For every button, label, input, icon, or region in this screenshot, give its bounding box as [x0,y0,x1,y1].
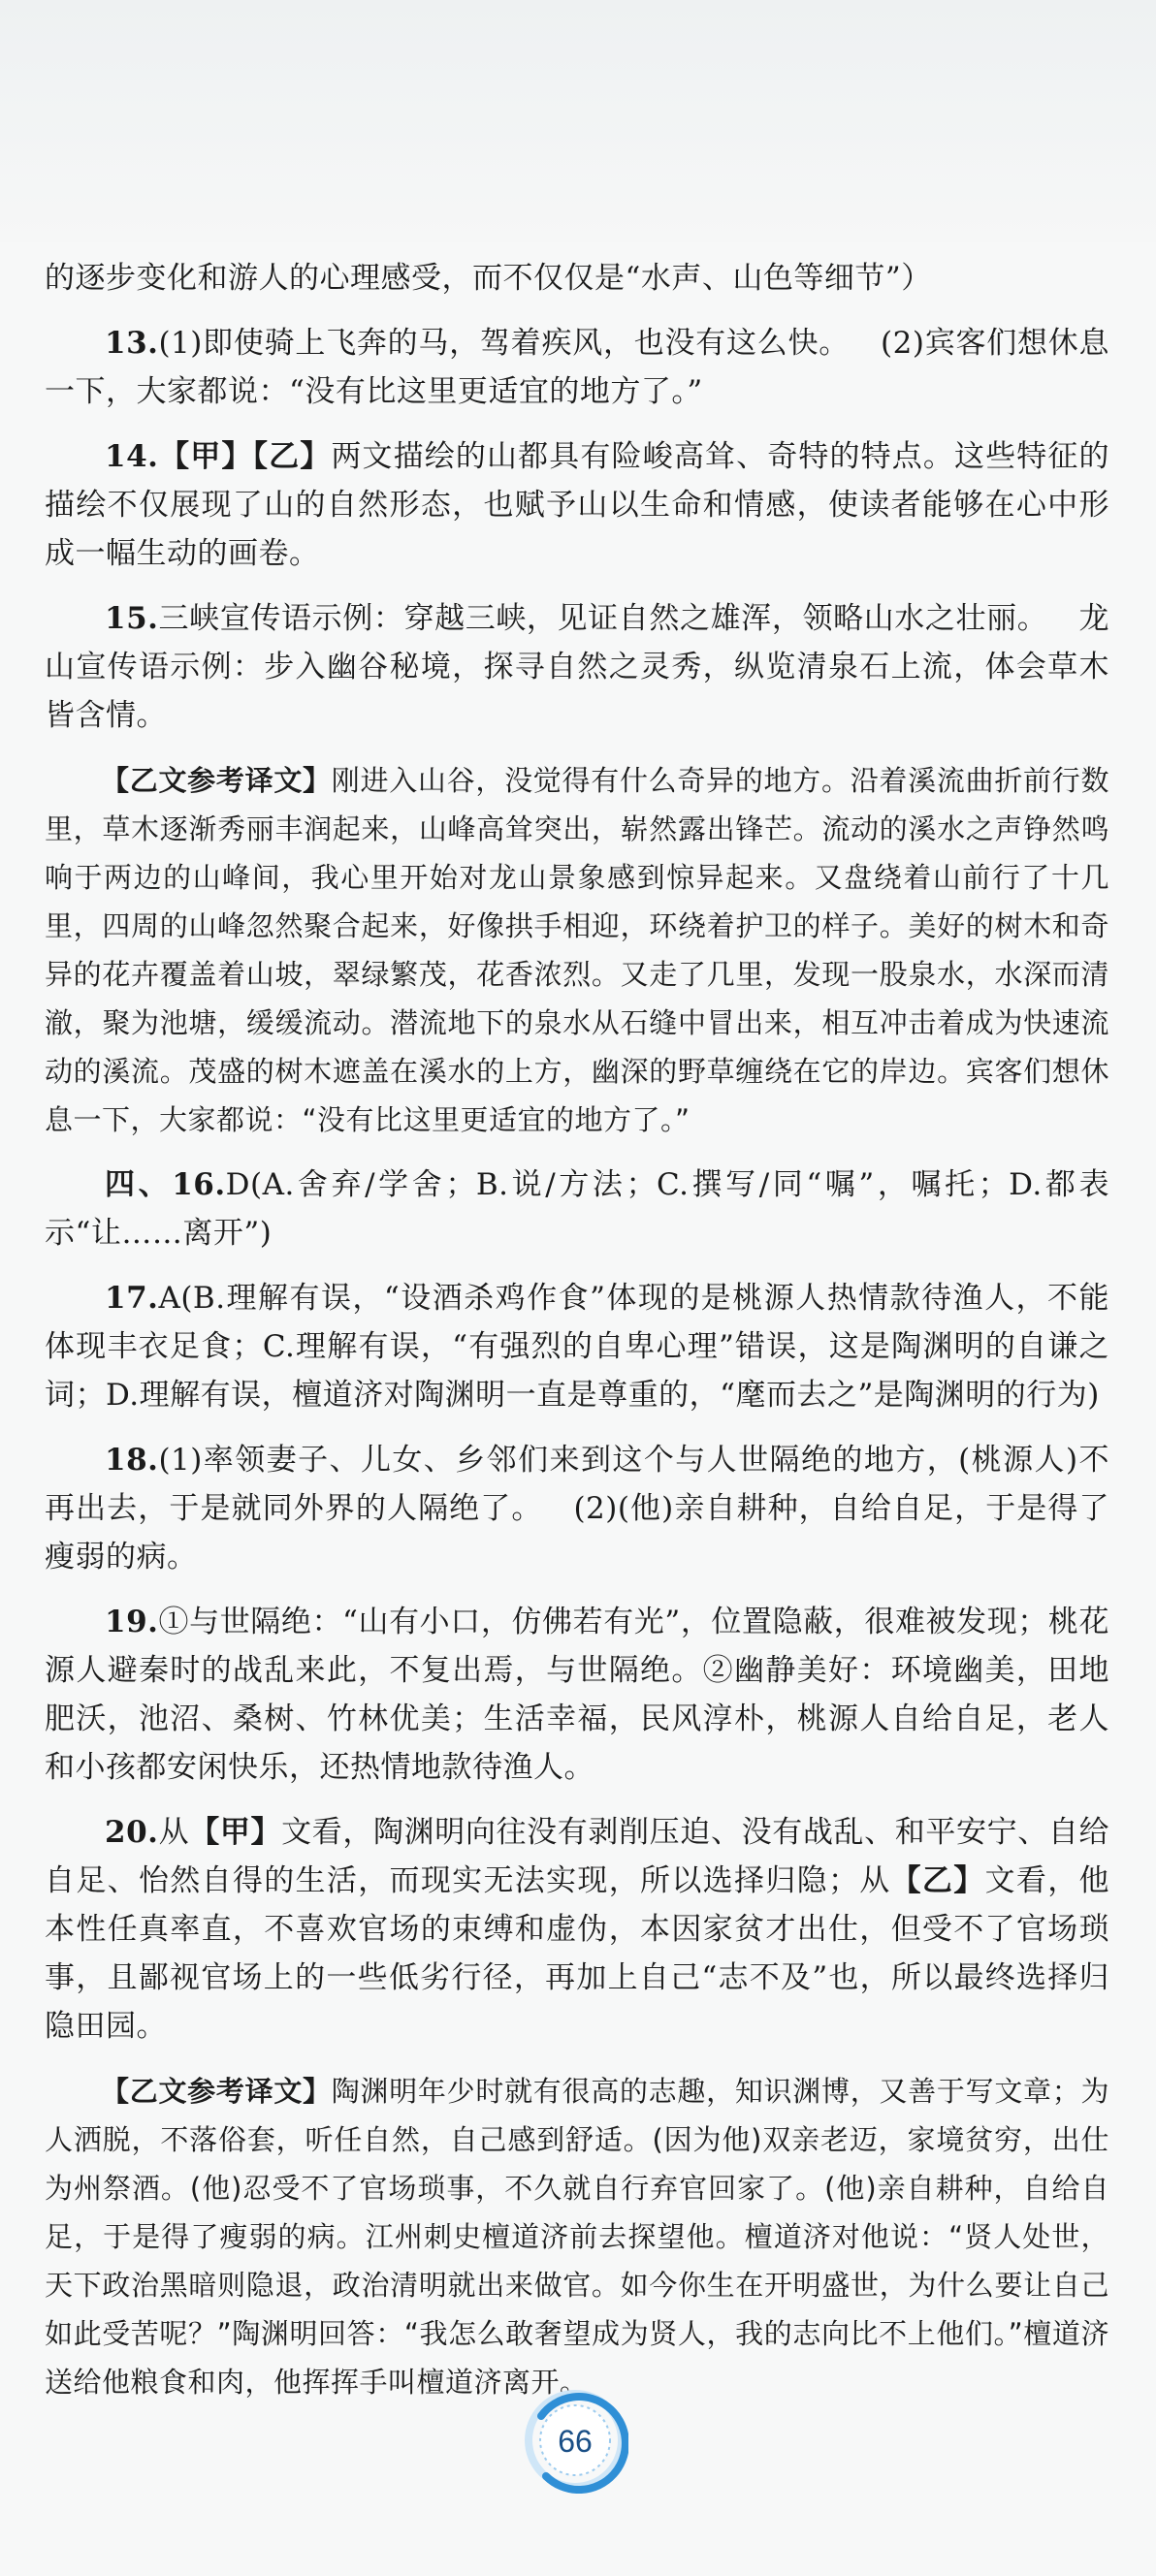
question-number: 18. [105,1443,159,1478]
answer-text: ①与世隔绝：“山有小口，仿佛若有光”，位置隐蔽，很难被发现；桃花源人避秦时的战乱来此，不复出焉，与世隔绝。②幽静美好：环境幽美，田地肥沃，池沼、桑树、竹林优美；生活幸福，民风淳朴，桃源人自给自足，老人和小孩都安闲快乐，还热情地款待渔人。 [45,1605,1109,1785]
answer-18 [45,1436,1109,1581]
question-number: 15. [105,601,159,636]
page-number-badge [522,2387,628,2494]
answer-text: 文看，他本性任真率直，不喜欢官场的束缚和虚伪，本因家贫才出仕，但受不了官场琐事，且鄙视官场上的一些低劣行径，再加上自己“志不及”也，所以最终选择归隐田园。 [45,1863,1110,2044]
continuation-line [45,254,1109,302]
answer-text: (2)宾客们想休息一下，大家都说：“没有比这里更适宜的地方了。” [45,326,1109,409]
answer-16 [45,1161,1109,1257]
question-number: 20. [105,1815,159,1850]
answer-text: 两文描绘的山都具有险峻高耸、奇特的特点。这些特征的描绘不仅展现了山的自然形态，也赋予山以生命和情感，使读者能够在心中形成一幅生动的画卷。 [45,439,1110,571]
bracket-tag: 【乙】 [252,439,332,474]
answer-text: A(B.理解有误，“设酒杀鸡作食”体现的是桃源人热情款待渔人，不能体现丰衣足食；C.理解有误，“有强烈的自卑心理”错误，这是陶渊明的自谦之词；D.理解有误，檀道济对陶渊明一直是尊重的，“麾而去之”是陶渊明的行为) [45,1281,1109,1413]
answer-text: (2)(他)亲自耕种，自给自足，于是得了瘦弱的病。 [45,1491,1109,1574]
answer-text: D(A.舍弃/学舍；B.说/方法；C.撰写/同“嘱”，嘱托；D.都表示“让……离开”) [45,1167,1109,1251]
text: 的逐步变化和游人的心理感受，而不仅仅是“水声、山色等细节”） [45,261,932,296]
question-number: 19. [105,1605,159,1639]
answer-14 [45,432,1109,578]
page-number: 66 [558,2424,593,2459]
answer-19 [45,1598,1109,1792]
answer-content [45,254,1109,2423]
bracket-tag: 【甲】 [158,439,253,474]
answer-13 [45,319,1109,416]
question-number: 17. [105,1281,159,1316]
page-header-band [0,0,1156,242]
translation-text: 陶渊明年少时就有很高的志趣，知识渊博，又善于写文章；为人洒脱，不落俗套，听任自然，自己感到舒适。(因为他)双亲老迈，家境贫穷，出仕为州祭酒。(他)忍受不了官场琐事，不久就自行弃官回家了。(他)亲自耕种，自给自足，于是得了瘦弱的病。江州刺史檀道济前去探望他。檀道济对他说：“贤人处世，天下政治黑暗则隐退，政治清明就出来做官。如今你生在开明盛世，为什么要让自己如此受苦呢？”陶渊明回答：“我怎么敢奢望成为贤人，我的志向比不上他们。”檀道济送给他粮食和肉，他挥挥手叫檀道济离开。 [45,2075,1109,2399]
answer-text: 三峡宣传语示例：穿越三峡，见证自然之雄浑，领略山水之壮丽。 [158,601,1048,636]
question-number: 13. [105,326,159,361]
answer-17 [45,1274,1109,1419]
bracket-tag: 【甲】 [189,1815,282,1850]
answer-text: (1)率领妻子、儿女、乡邻们来到这个与人世隔绝的地方，(桃源人)不再出去，于是就同外界的人隔绝了。 [45,1443,1109,1526]
translation-text: 刚进入山谷，没觉得有什么奇异的地方。沿着溪流曲折前行数里，草木逐渐秀丽丰润起来，山峰高耸突出，崭然露出锋芒。流动的溪水之声铮然鸣响于两边的山峰间，我心里开始对龙山景象感到惊异起来。又盘绕着山前行了十几里，四周的山峰忽然聚合起来，好像拱手相迎，环绕着护卫的样子。美好的树木和奇异的花卉覆盖着山坡，翠绿繁茂，花香浓烈。又走了几里，发现一股泉水，水深而清澈，聚为池塘，缓缓流动。潜流地下的泉水从石缝中冒出来，相互冲击着成为快速流动的溪流。茂盛的树木遮盖在溪水的上方，幽深的野草缠绕在它的岸边。宾客们想休息一下，大家都说：“没有比这里更适宜的地方了。” [45,764,1109,1136]
answer-text: 龙山宣传语示例：步入幽谷秘境，探寻自然之灵秀，纵览清泉石上流，体会草木皆含情。 [45,601,1110,733]
answer-text: 从 [158,1815,190,1850]
translation-2 [45,2067,1109,2406]
question-number: 14. [105,439,159,474]
answer-text: (1)即使骑上飞奔的马，驾着疾风，也没有这么快。 [158,326,851,361]
answer-15 [45,594,1109,740]
question-number: 四、16. [105,1167,226,1202]
bracket-tag: 【乙】 [890,1863,985,1898]
translation-label: 【乙文参考译文】 [101,2075,332,2108]
answer-20 [45,1808,1109,2051]
answer-text: 文看，陶渊明向往没有剥削压迫、没有战乱、和平安宁、自给自足、怡然自得的生活，而现实无法实现，所以选择归隐；从 [45,1815,1110,1898]
translation-1 [45,756,1109,1144]
translation-label: 【乙文参考译文】 [101,764,332,797]
